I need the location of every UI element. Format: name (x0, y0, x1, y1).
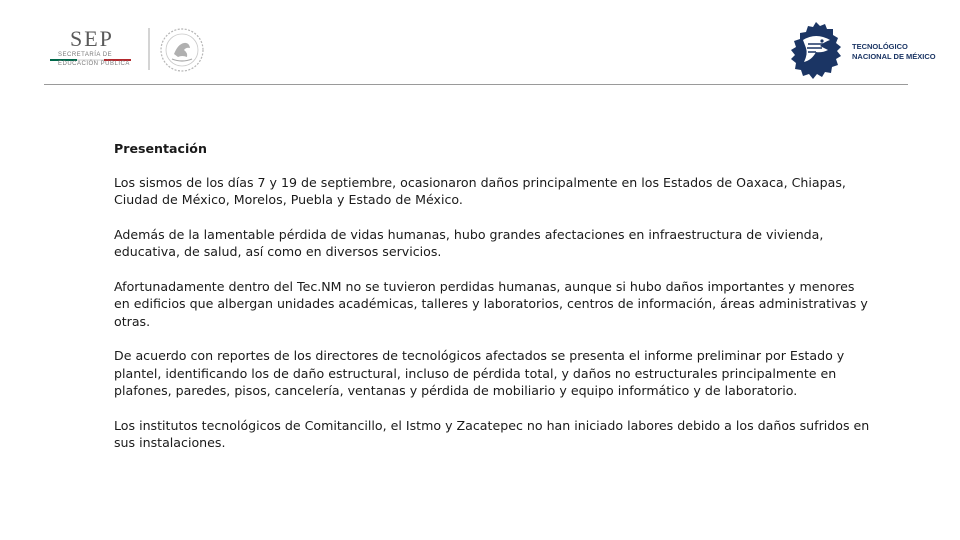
sep-logo (50, 24, 215, 80)
paragraph: Los institutos tecnológicos de Comitancillo, el Istmo y Zacatepec no han iniciado labores debido a los daños sufridos en sus instalaciones. (114, 417, 870, 450)
sep-subtitle-line1: SECRETARÍA DE (58, 52, 113, 58)
logo-divider (148, 28, 150, 70)
sep-subtitle-line2: EDUCACIÓN PÚBLICA (58, 61, 130, 67)
paragraph: De acuerdo con reportes de los directores de tecnológicos afectados se presenta el informe preliminar por Estado y plantel, identificando los de daño estructural, incluso de pérdida total, y daños no estructurales principalmente en plafones, paredes, pisos, cancelería, ventanas y pérdida de mobiliario y equipo informático y de laboratorio. (114, 348, 845, 398)
paragraph: Los sismos de los días 7 y 19 de septiembre, ocasionaron daños principalmente en los Estados de Oaxaca, Chiapas, Ciudad de México, Morelos, Puebla y Estado de México. (114, 174, 846, 207)
tecnm-name-line2: NACIONAL DE MÉXICO (852, 52, 936, 61)
slide-header (0, 0, 960, 90)
mexico-coat-of-arms-icon (158, 26, 206, 74)
tecnm-name-line1: TECNOLÓGICO (852, 42, 908, 51)
tecnm-logo (786, 20, 936, 82)
tecnm-eagle-gear-icon (786, 20, 846, 82)
paragraph: Además de la lamentable pérdida de vidas humanas, hubo grandes afectaciones en infraestructura de vivienda, educativa, de salud, así como en diversos servicios. (114, 226, 824, 259)
document-body (114, 140, 874, 469)
sep-wordmark: SEP (70, 26, 114, 51)
sep-flag-bar (50, 48, 132, 50)
header-divider (44, 84, 908, 85)
paragraph: Afortunadamente dentro del Tec.NM no se tuvieron perdidas humanas, aunque si hubo daños importantes y menores en edificios que albergan unidades académicas, talleres y laboratorios, centros de información, áreas administrativas y otras. (114, 278, 868, 329)
page-title: Presentación (114, 141, 207, 156)
